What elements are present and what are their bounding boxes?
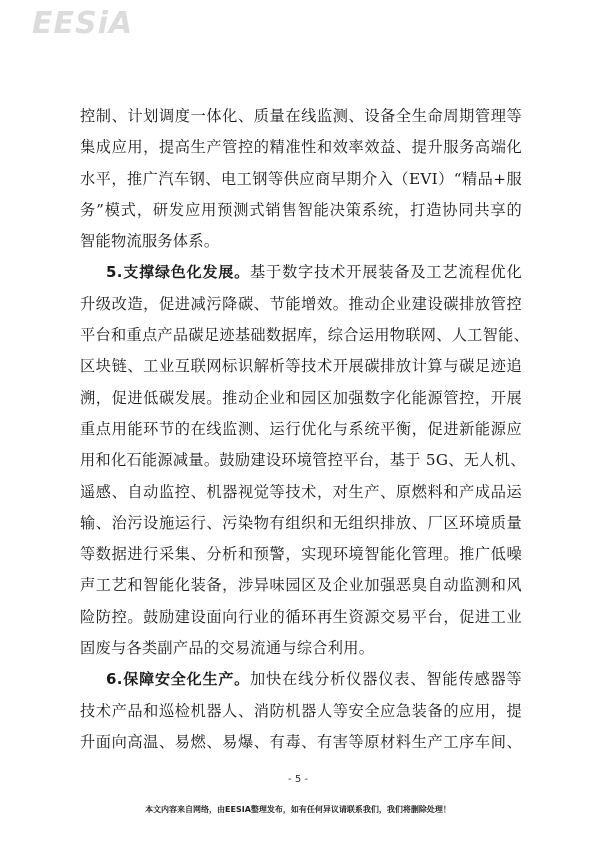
- text-line: 遥感、自动监控、机器视觉等技术，对生产、原燃料和产成品运: [80, 482, 522, 501]
- page-number: - 5 -: [288, 774, 308, 785]
- text-line: [80, 664, 522, 695]
- eesia-logo: EESiA: [32, 6, 134, 41]
- document-body: [80, 101, 530, 758]
- text-line: 水平，推广汽车钢、电工钢等供应商早期介入（EVI）“精品+服: [80, 169, 522, 188]
- text-line: [80, 257, 522, 288]
- paragraph-safe-production: [80, 664, 522, 758]
- footer-notice: 本文内容来自网络，由EESIA整理发布，如有任何异议请联系我们，我们将删除处理！: [145, 805, 451, 814]
- text-line: 升级改造，促进减污降碳、节能增效。推动企业建设碳排放管控: [80, 294, 522, 313]
- text-line: 平台和重点产品碳足迹基础数据库，综合运用物联网、人工智能、: [80, 326, 530, 345]
- paragraph-green-development: [80, 257, 530, 664]
- text-line: 输、治污设施运行、污染物有组织和无组织排放、厂区环境质量: [80, 513, 522, 532]
- text-line: 技术产品和巡检机器人、消防机器人等安全应急装备的应用，提: [80, 701, 522, 720]
- text-line: 险防控。鼓励建设面向行业的循环再生资源交易平台，促进工业: [80, 607, 522, 626]
- text-line: 集成应用，提高生产管控的精准性和效率效益、提升服务高端化: [80, 138, 522, 157]
- section-heading: 5.支撑绿色化发展。: [106, 263, 251, 282]
- text-line: 溯，促进低碳发展。推动企业和园区加强数字化能源管控，开展: [80, 388, 522, 407]
- text-line: 控制、计划调度一体化、质量在线监测、设备全生命周期管理等: [80, 107, 522, 125]
- text-span: 加快在线分析仪器仪表、智能传感器等: [250, 670, 522, 689]
- text-line: 用和化石能源减量。鼓励建设环境管控平台，基于 5G、无人机、: [80, 451, 526, 470]
- text-span: 基于数字技术开展装备及工艺流程优化: [250, 263, 522, 282]
- text-line: 升面向高温、易燃、易爆、有毒、有害等原材料生产工序车间、: [80, 732, 522, 751]
- text-line: 务”模式，研发应用预测式销售智能决策系统，打造协同共享的: [80, 200, 522, 219]
- text-line: 重点用能环节的在线监测、运行优化与系统平衡，促进新能源应: [80, 419, 522, 438]
- paragraph-smart-logistics: [80, 101, 522, 257]
- section-heading: 6.保障安全化生产。: [106, 670, 251, 689]
- text-line: 固废与各类副产品的交易流通与综合利用。: [80, 639, 375, 658]
- text-line: 等数据进行采集、分析和预警，实现环境智能化管理。推广低噪: [80, 545, 522, 564]
- text-line: 区块链、工业互联网标识解析等技术开展碳排放计算与碳足迹追: [80, 357, 522, 376]
- text-line: 声工艺和智能化装备，涉异味园区及企业加强恶臭自动监测和风: [80, 576, 522, 595]
- text-line: 智能物流服务体系。: [80, 232, 220, 251]
